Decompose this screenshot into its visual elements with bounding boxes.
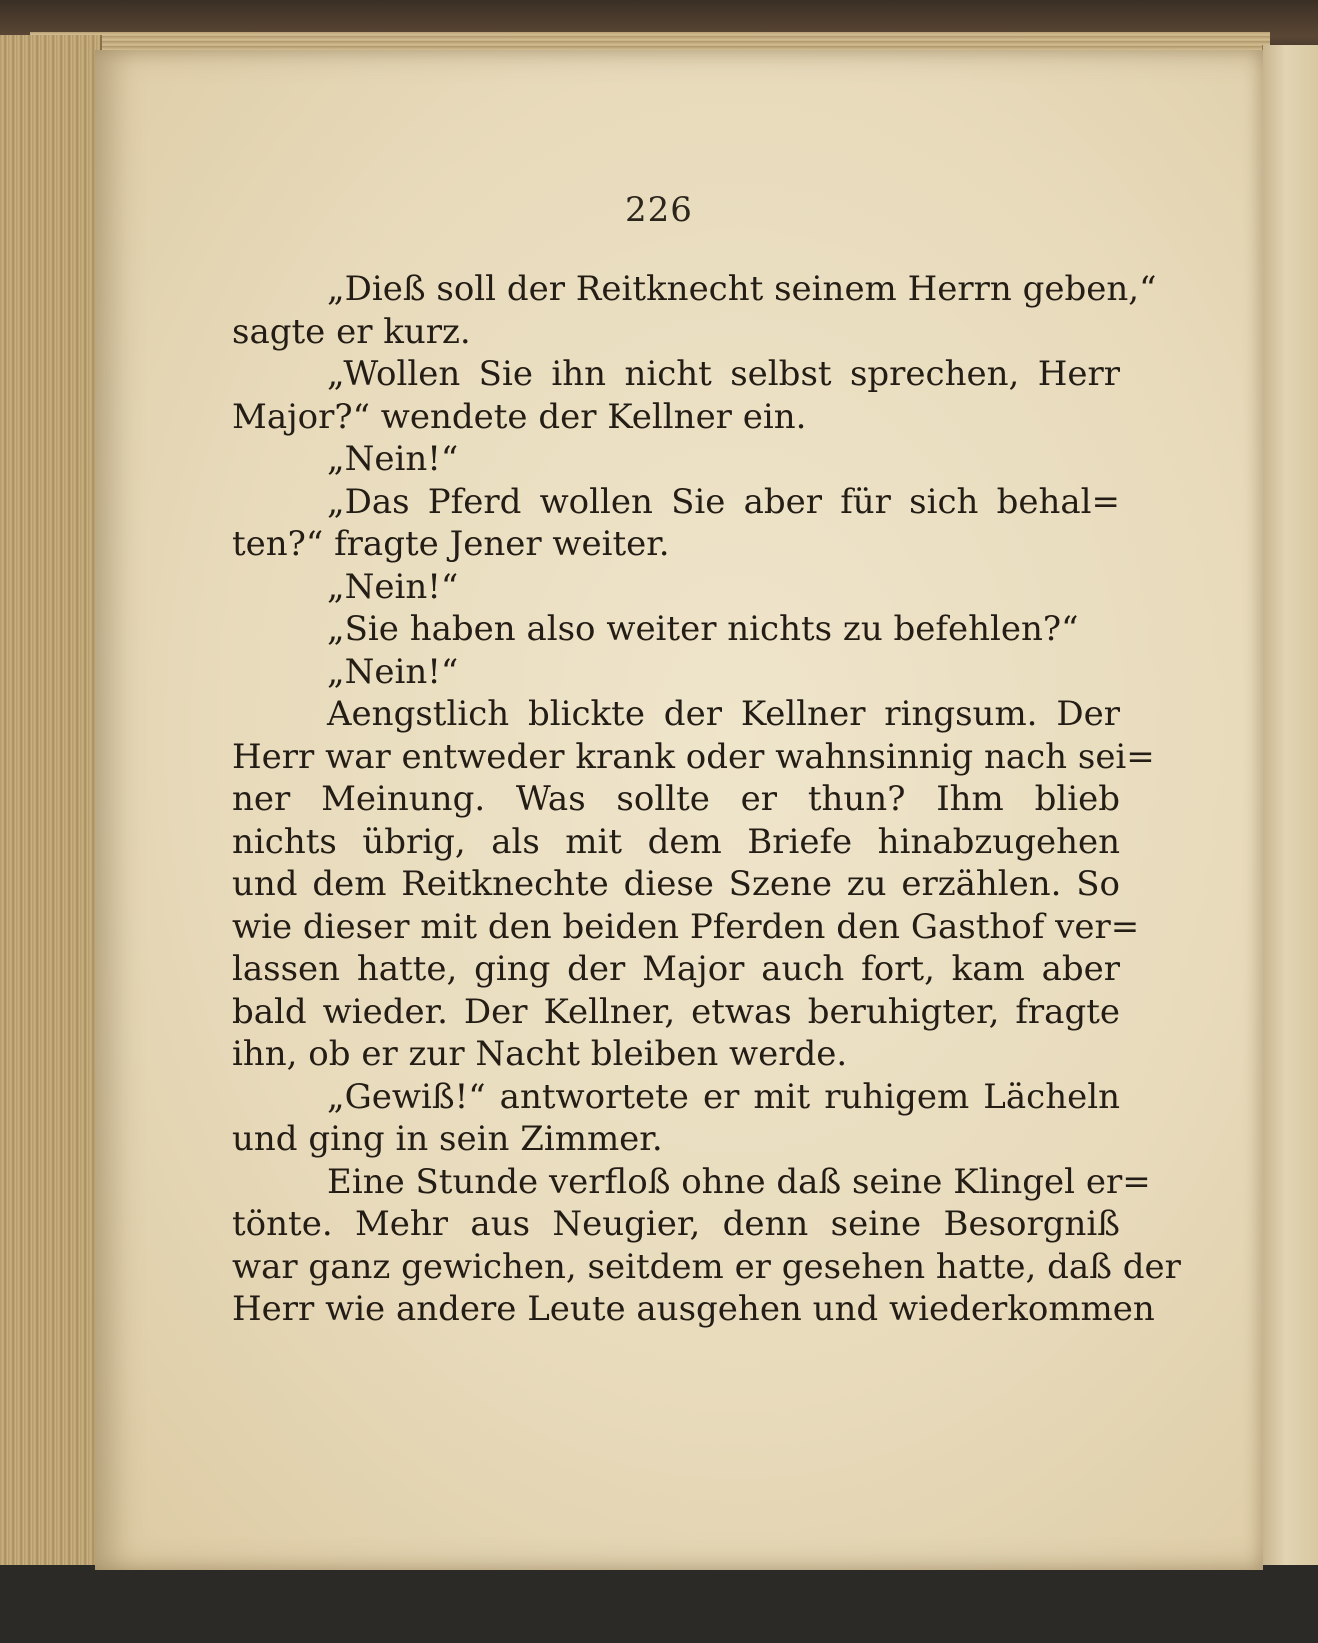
text-line: „Das Pferd wollen Sie aber für sich behal=: [327, 481, 1120, 522]
text-line: war ganz gewichen, seitdem er gesehen hatte, daß der: [232, 1246, 1181, 1287]
text-line: ten?“ fragte Jener weiter.: [232, 524, 670, 564]
facing-page-edge: [1262, 45, 1318, 1585]
body-text: [232, 268, 1181, 1331]
text-line: Major?“ wendete der Kellner ein.: [232, 396, 807, 437]
text-line: Herr war entweder krank oder wahnsinnig nach sei=: [232, 736, 1155, 777]
text-line: und ging in sein Zimmer.: [232, 1119, 663, 1159]
page-edges-left: [0, 35, 102, 1575]
text-line: Herr wie andere Leute ausgehen und wiederkommen: [232, 1289, 1155, 1329]
text-line: bald wieder. Der Kellner, etwas beruhigter, fragte: [232, 991, 1120, 1032]
text-line: „Dieß soll der Reitknecht seinem Herrn geben,“: [327, 269, 1157, 309]
text-line: tönte. Mehr aus Neugier, denn seine Besorgniß: [232, 1204, 1120, 1244]
text-line: sagte er kurz.: [232, 311, 471, 352]
text-line: „Nein!“: [327, 566, 459, 607]
text-line: wie dieser mit den beiden Pferden den Gasthof ver=: [232, 906, 1140, 947]
text-line: Aengstlich blickte der Kellner ringsum. Der: [327, 694, 1120, 734]
text-line: „Gewiß!“ antwortete er mit ruhigem Lächeln: [327, 1076, 1120, 1117]
text-line: und dem Reitknechte diese Szene zu erzählen. So: [232, 864, 1120, 904]
text-line: „Sie haben also weiter nichts zu befehlen?“: [327, 609, 1079, 649]
text-line: „Nein!“: [327, 651, 459, 692]
text-line: „Nein!“: [327, 439, 459, 479]
text-line: ihn, ob er zur Nacht bleiben werde.: [232, 1034, 848, 1074]
book-cover-bottom: [0, 1565, 1318, 1643]
text-line: lassen hatte, ging der Major auch fort, kam aber: [232, 949, 1120, 989]
text-line: Eine Stunde verfloß ohne daß seine Klingel er=: [327, 1161, 1151, 1202]
text-line: „Wollen Sie ihn nicht selbst sprechen, Herr: [327, 354, 1120, 394]
text-line: nichts übrig, als mit dem Briefe hinabzugehen: [232, 821, 1120, 862]
text-line: ner Meinung. Was sollte er thun? Ihm blieb: [232, 779, 1120, 819]
page-number: 226: [625, 190, 693, 230]
